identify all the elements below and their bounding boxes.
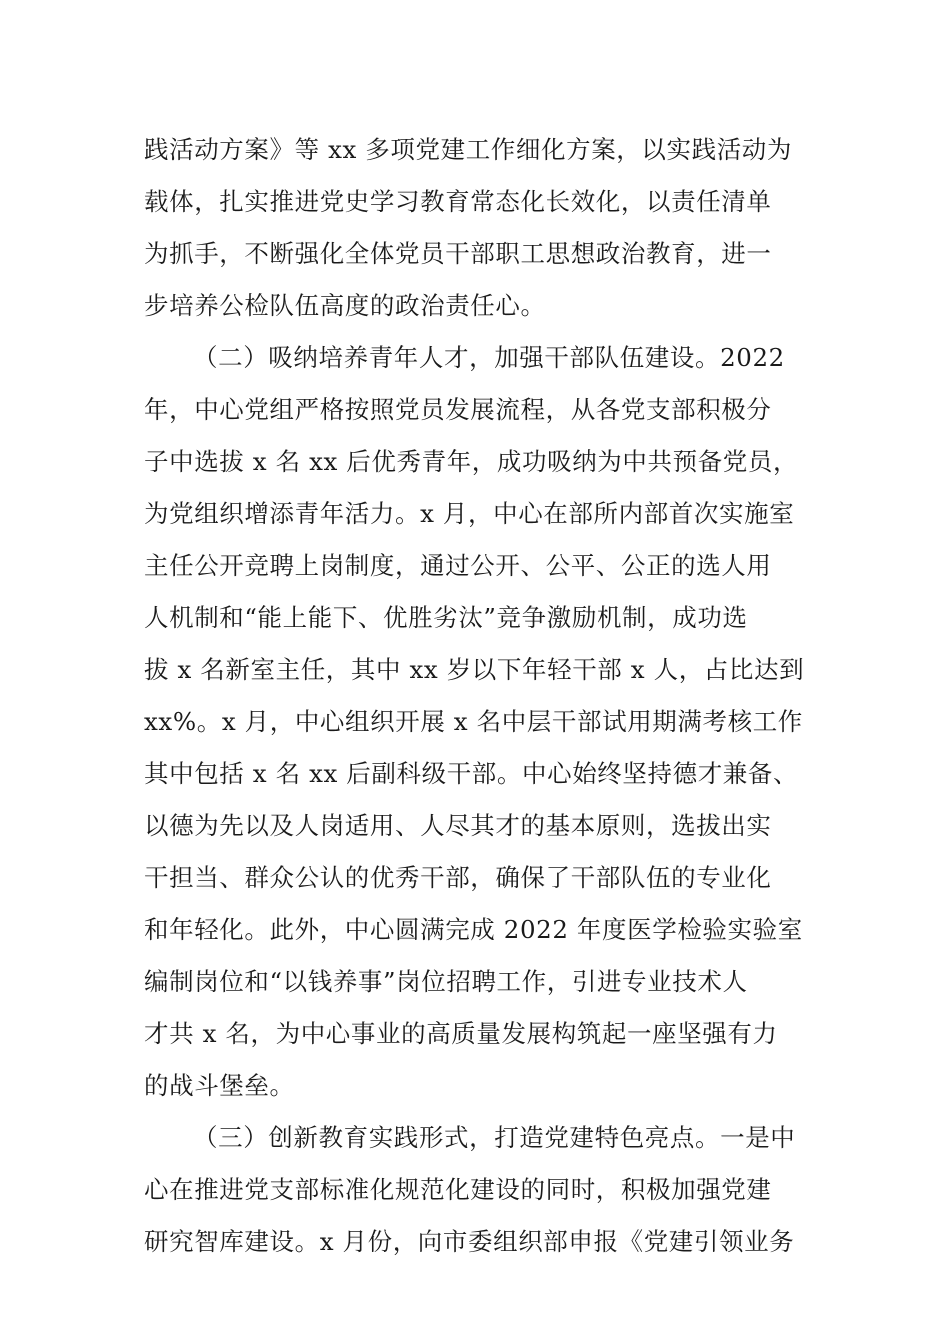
text-line: xx%。x 月，中心组织开展 x 名中层干部试用期满考核工作	[144, 707, 803, 736]
text-line: 研究智库建设。x 月份，向市委组织部申报《党建引领业务	[144, 1227, 795, 1256]
section-heading-line: （二）吸纳培养青年人才，加强干部队伍建设。2022	[193, 343, 785, 372]
text-line: 主任公开竞聘上岗制度，通过公开、公平、公正的选人用	[144, 551, 772, 580]
text-line: 载体，扎实推进党史学习教育常态化长效化，以责任清单	[144, 187, 772, 216]
text-line: 干担当、群众公认的优秀干部，确保了干部队伍的专业化	[144, 863, 772, 892]
text-line: 步培养公检队伍高度的政治责任心。	[144, 291, 546, 320]
text-line: 编制岗位和“以钱养事”岗位招聘工作，引进专业技术人	[144, 967, 748, 996]
text-line: 子中选拔 x 名 xx 后优秀青年，成功吸纳为中共预备党员，	[144, 447, 799, 476]
text-line: 和年轻化。此外，中心圆满完成 2022 年度医学检验实验室	[144, 915, 803, 944]
text-line: 心在推进党支部标准化规范化建设的同时，积极加强党建	[144, 1175, 772, 1204]
text-line: 践活动方案》等 xx 多项党建工作细化方案，以实践活动为	[144, 135, 793, 164]
text-line: 才共 x 名，为中心事业的高质量发展构筑起一座坚强有力	[144, 1019, 778, 1048]
text-line: 为党组织增添青年活力。x 月，中心在部所内部首次实施室	[144, 499, 795, 528]
text-line: 以德为先以及人岗适用、人尽其才的基本原则，选拔出实	[144, 811, 772, 840]
text-line: 的战斗堡垒。	[144, 1071, 295, 1100]
text-line: 其中包括 x 名 xx 后副科级干部。中心始终坚持德才兼备、	[144, 759, 799, 788]
text-line: 拔 x 名新室主任，其中 xx 岁以下年轻干部 x 人，占比达到	[144, 655, 805, 684]
text-line: 为抓手，不断强化全体党员干部职工思想政治教育，进一	[144, 239, 772, 268]
section-heading-line: （三）创新教育实践形式，打造党建特色亮点。一是中	[193, 1123, 796, 1152]
text-line: 人机制和“能上能下、优胜劣汰”竞争激励机制，成功选	[144, 603, 748, 632]
text-line: 年，中心党组严格按照党员发展流程，从各党支部积极分	[144, 395, 772, 424]
